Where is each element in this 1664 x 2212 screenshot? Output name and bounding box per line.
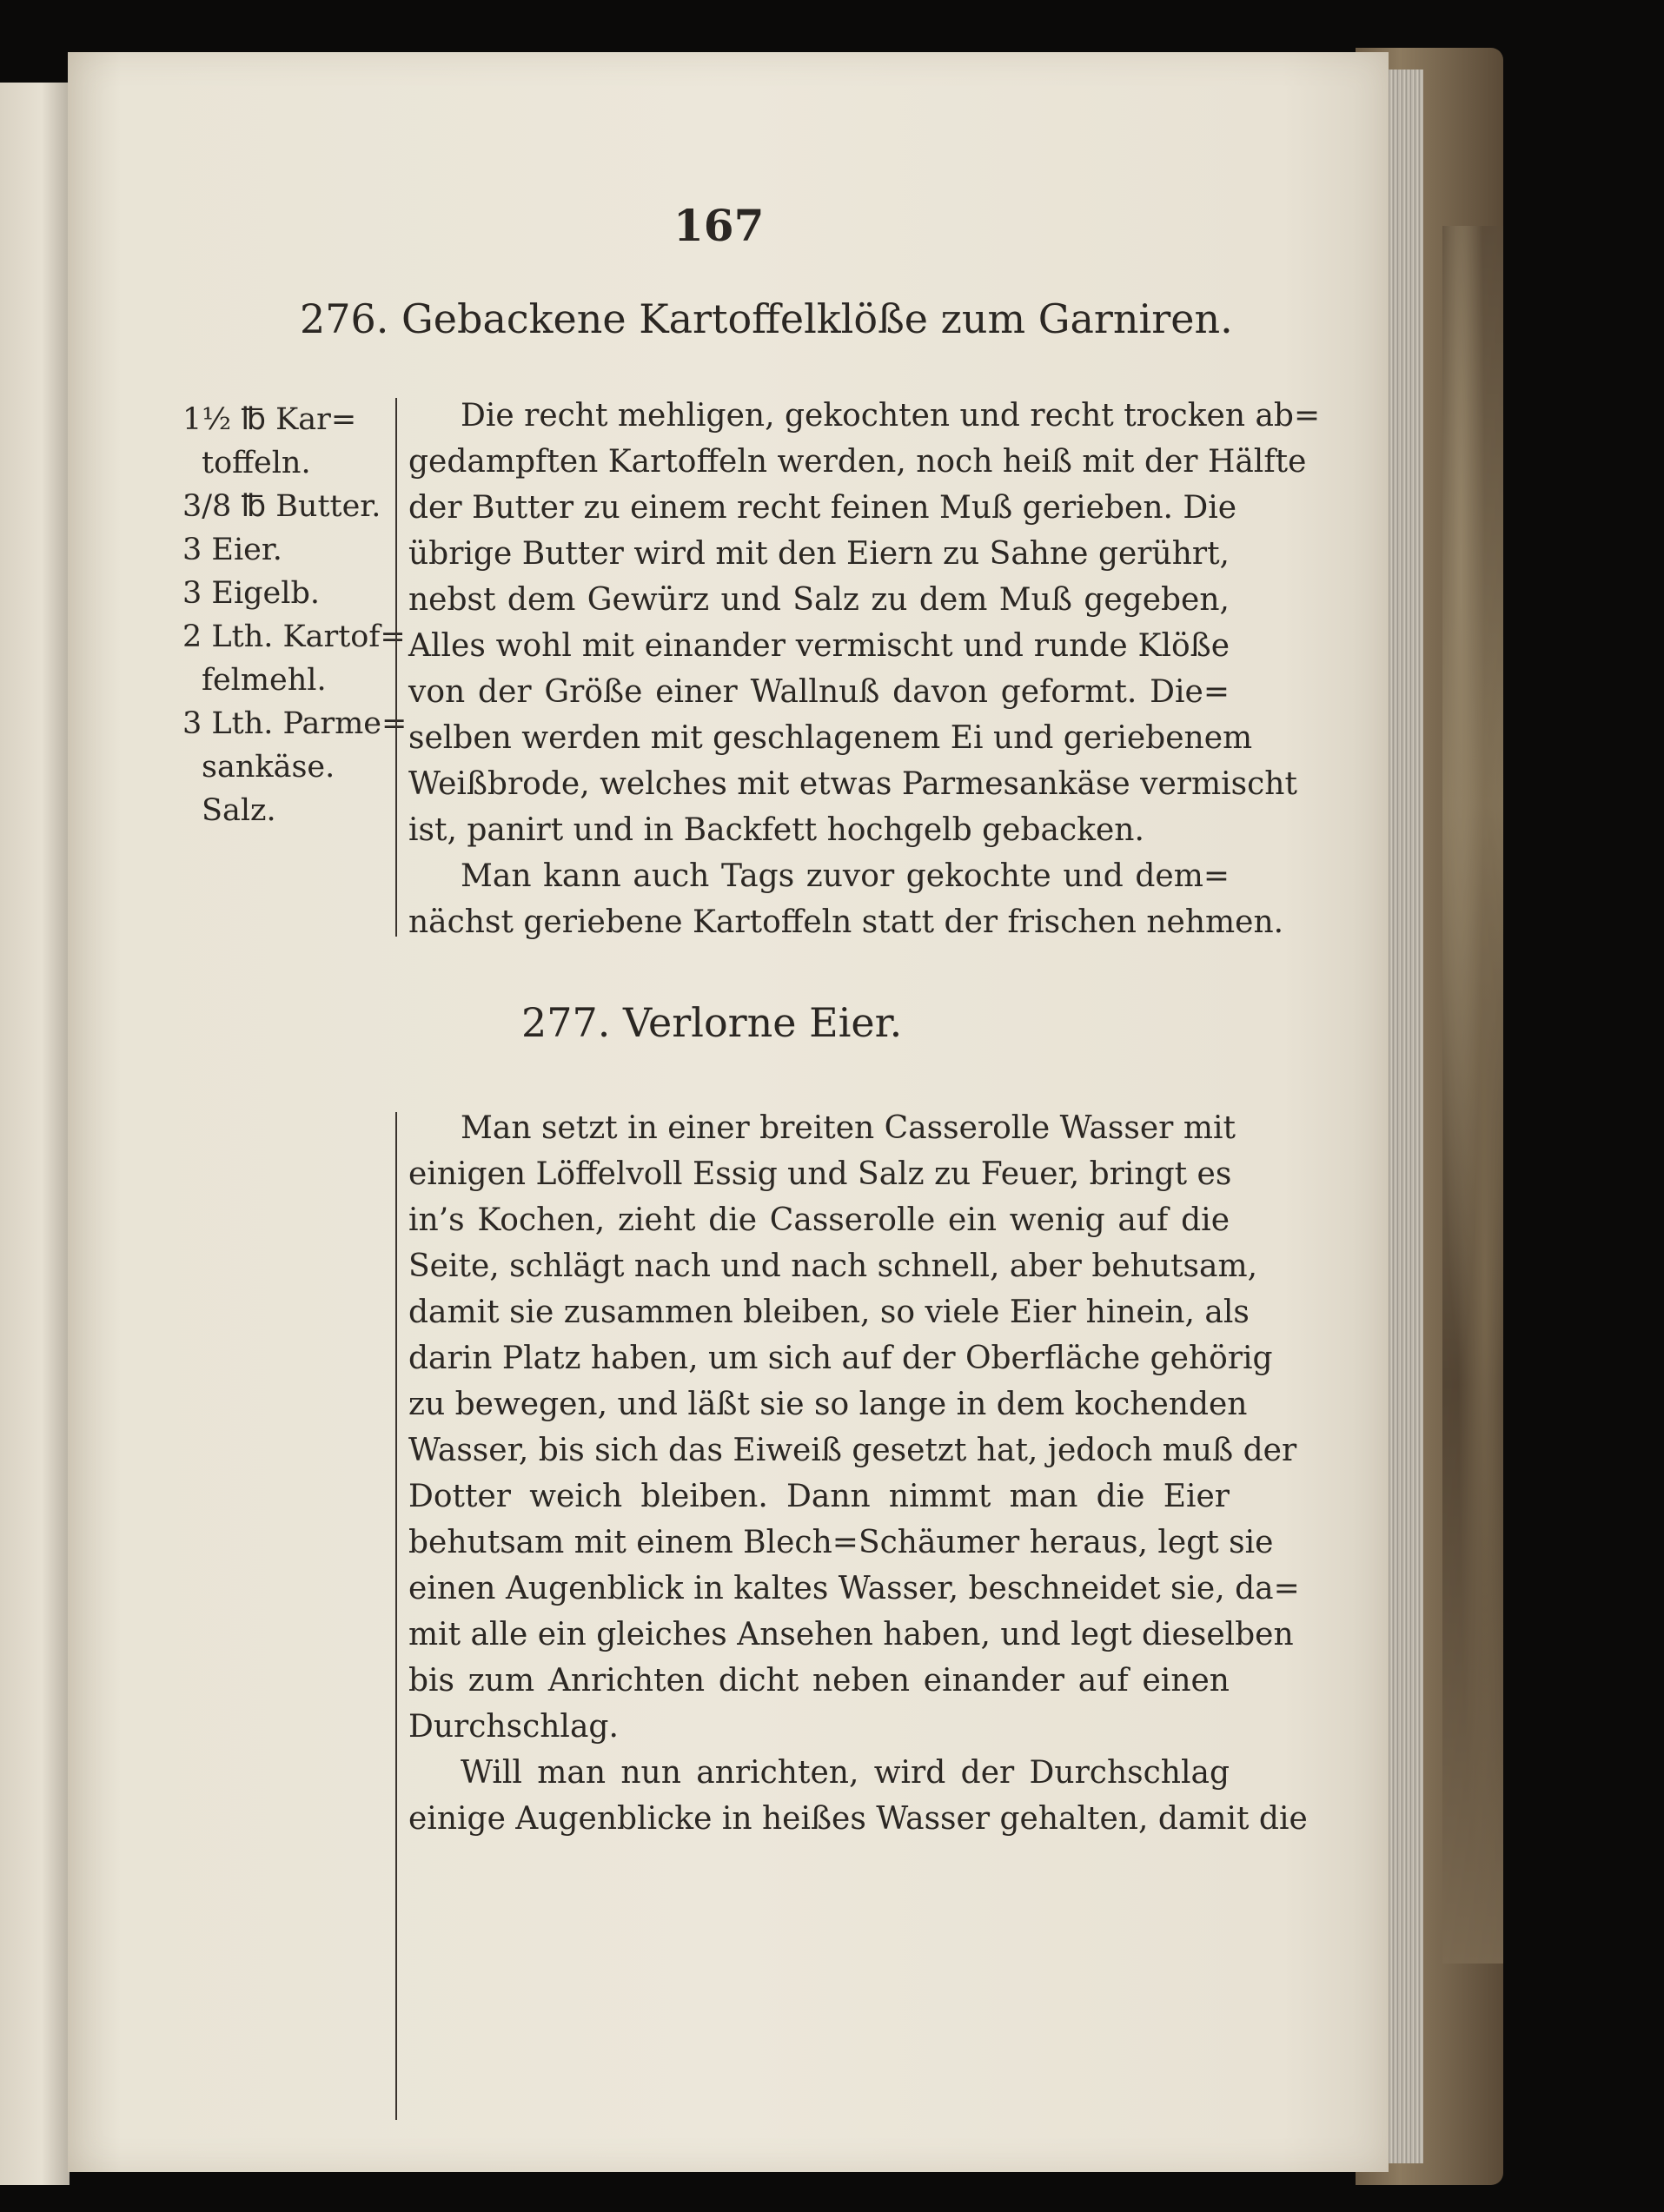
ingredient-line: 2 Lth. Kartof= (182, 619, 406, 654)
text-line: Dotter weich bleiben. Dann nimmt man die Eier (408, 1479, 1230, 1514)
text-line: damit sie zusammen bleiben, so viele Eier hinein, als (408, 1295, 1250, 1330)
text-line: Alles wohl mit einander vermischt und runde Klöße (408, 628, 1230, 664)
text-line: darin Platz haben, um sich auf der Oberfläche gehörig (408, 1341, 1273, 1376)
text-line: Man kann auch Tags zuvor gekochte und dem= (461, 858, 1230, 894)
text-line: Will man nun anrichten, wird der Durchschlag (461, 1755, 1230, 1791)
text-line: mit alle ein gleiches Ansehen haben, und legt dieselben (408, 1617, 1294, 1652)
recipe-276-text (408, 393, 1321, 945)
text-line: gedampften Kartoffeln werden, noch heiß mit der Hälfte (408, 444, 1307, 480)
text-line: in’s Kochen, zieht die Casserolle ein wenig auf die (408, 1202, 1230, 1238)
text-line: Durchschlag. (408, 1709, 619, 1745)
text-line: übrige Butter wird mit den Eiern zu Sahne gerührt, (408, 536, 1230, 572)
text-line: selben werden mit geschlagenem Ei und geriebenem (408, 720, 1253, 756)
ingredient-line: toffeln. (202, 446, 311, 480)
ingredient-line: 3 Eier. (182, 533, 282, 567)
ingredient-line: 3 Lth. Parme= (182, 706, 408, 741)
marbled-cover (1442, 226, 1503, 1964)
ingredient-line: 1½ ℔ Kar= (182, 402, 357, 437)
text-line: Man setzt in einer breiten Casserolle Wasser mit (461, 1110, 1236, 1146)
text-line: Die recht mehligen, gekochten und recht trocken ab= (461, 398, 1321, 434)
text-line: ist, panirt und in Backfett hochgelb gebacken. (408, 812, 1144, 848)
ingredient-line: felmehl. (202, 663, 327, 698)
ingredient-line: sankäse. (202, 750, 335, 785)
text-line: Weißbrode, welches mit etwas Parmesankäse vermischt (408, 766, 1297, 802)
column-divider (395, 398, 397, 937)
text-line: einen Augenblick in kaltes Wasser, beschneidet sie, da= (408, 1571, 1300, 1606)
left-page-edge (0, 83, 70, 2185)
text-line: zu bewegen, und läßt sie so lange in dem kochenden (408, 1387, 1248, 1422)
recipe-277-heading: 277. Verlorne Eier. (521, 999, 903, 1046)
recipe-276-ingredients (182, 398, 408, 832)
page-number: 167 (673, 200, 765, 251)
text-line: Seite, schlägt nach und nach schnell, aber behutsam, (408, 1248, 1258, 1284)
ingredient-line: Salz. (202, 793, 276, 828)
recipe-277-text (408, 1105, 1308, 1842)
recipe-276-heading: 276. Gebackene Kartoffelklöße zum Garniren. (300, 295, 1233, 342)
text-line: bis zum Anrichten dicht neben einander auf einen (408, 1663, 1230, 1699)
text-line: nebst dem Gewürz und Salz zu dem Muß gegeben, (408, 582, 1230, 618)
text-line: nächst geriebene Kartoffeln statt der frischen nehmen. (408, 904, 1284, 940)
text-line: Wasser, bis sich das Eiweiß gesetzt hat, jedoch muß der (408, 1433, 1297, 1468)
column-divider (395, 1112, 397, 2120)
text-line: behutsam mit einem Blech=Schäumer heraus, legt sie (408, 1525, 1274, 1560)
text-line: von der Größe einer Wallnuß davon geformt. Die= (408, 674, 1230, 710)
ingredient-line: 3 Eigelb. (182, 576, 320, 611)
text-line: einigen Löffelvoll Essig und Salz zu Feuer, bringt es (408, 1156, 1232, 1192)
ingredient-line: 3/8 ℔ Butter. (182, 489, 381, 524)
text-line: einige Augenblicke in heißes Wasser gehalten, damit die (408, 1801, 1308, 1837)
text-line: der Butter zu einem recht feinen Muß gerieben. Die (408, 490, 1237, 526)
